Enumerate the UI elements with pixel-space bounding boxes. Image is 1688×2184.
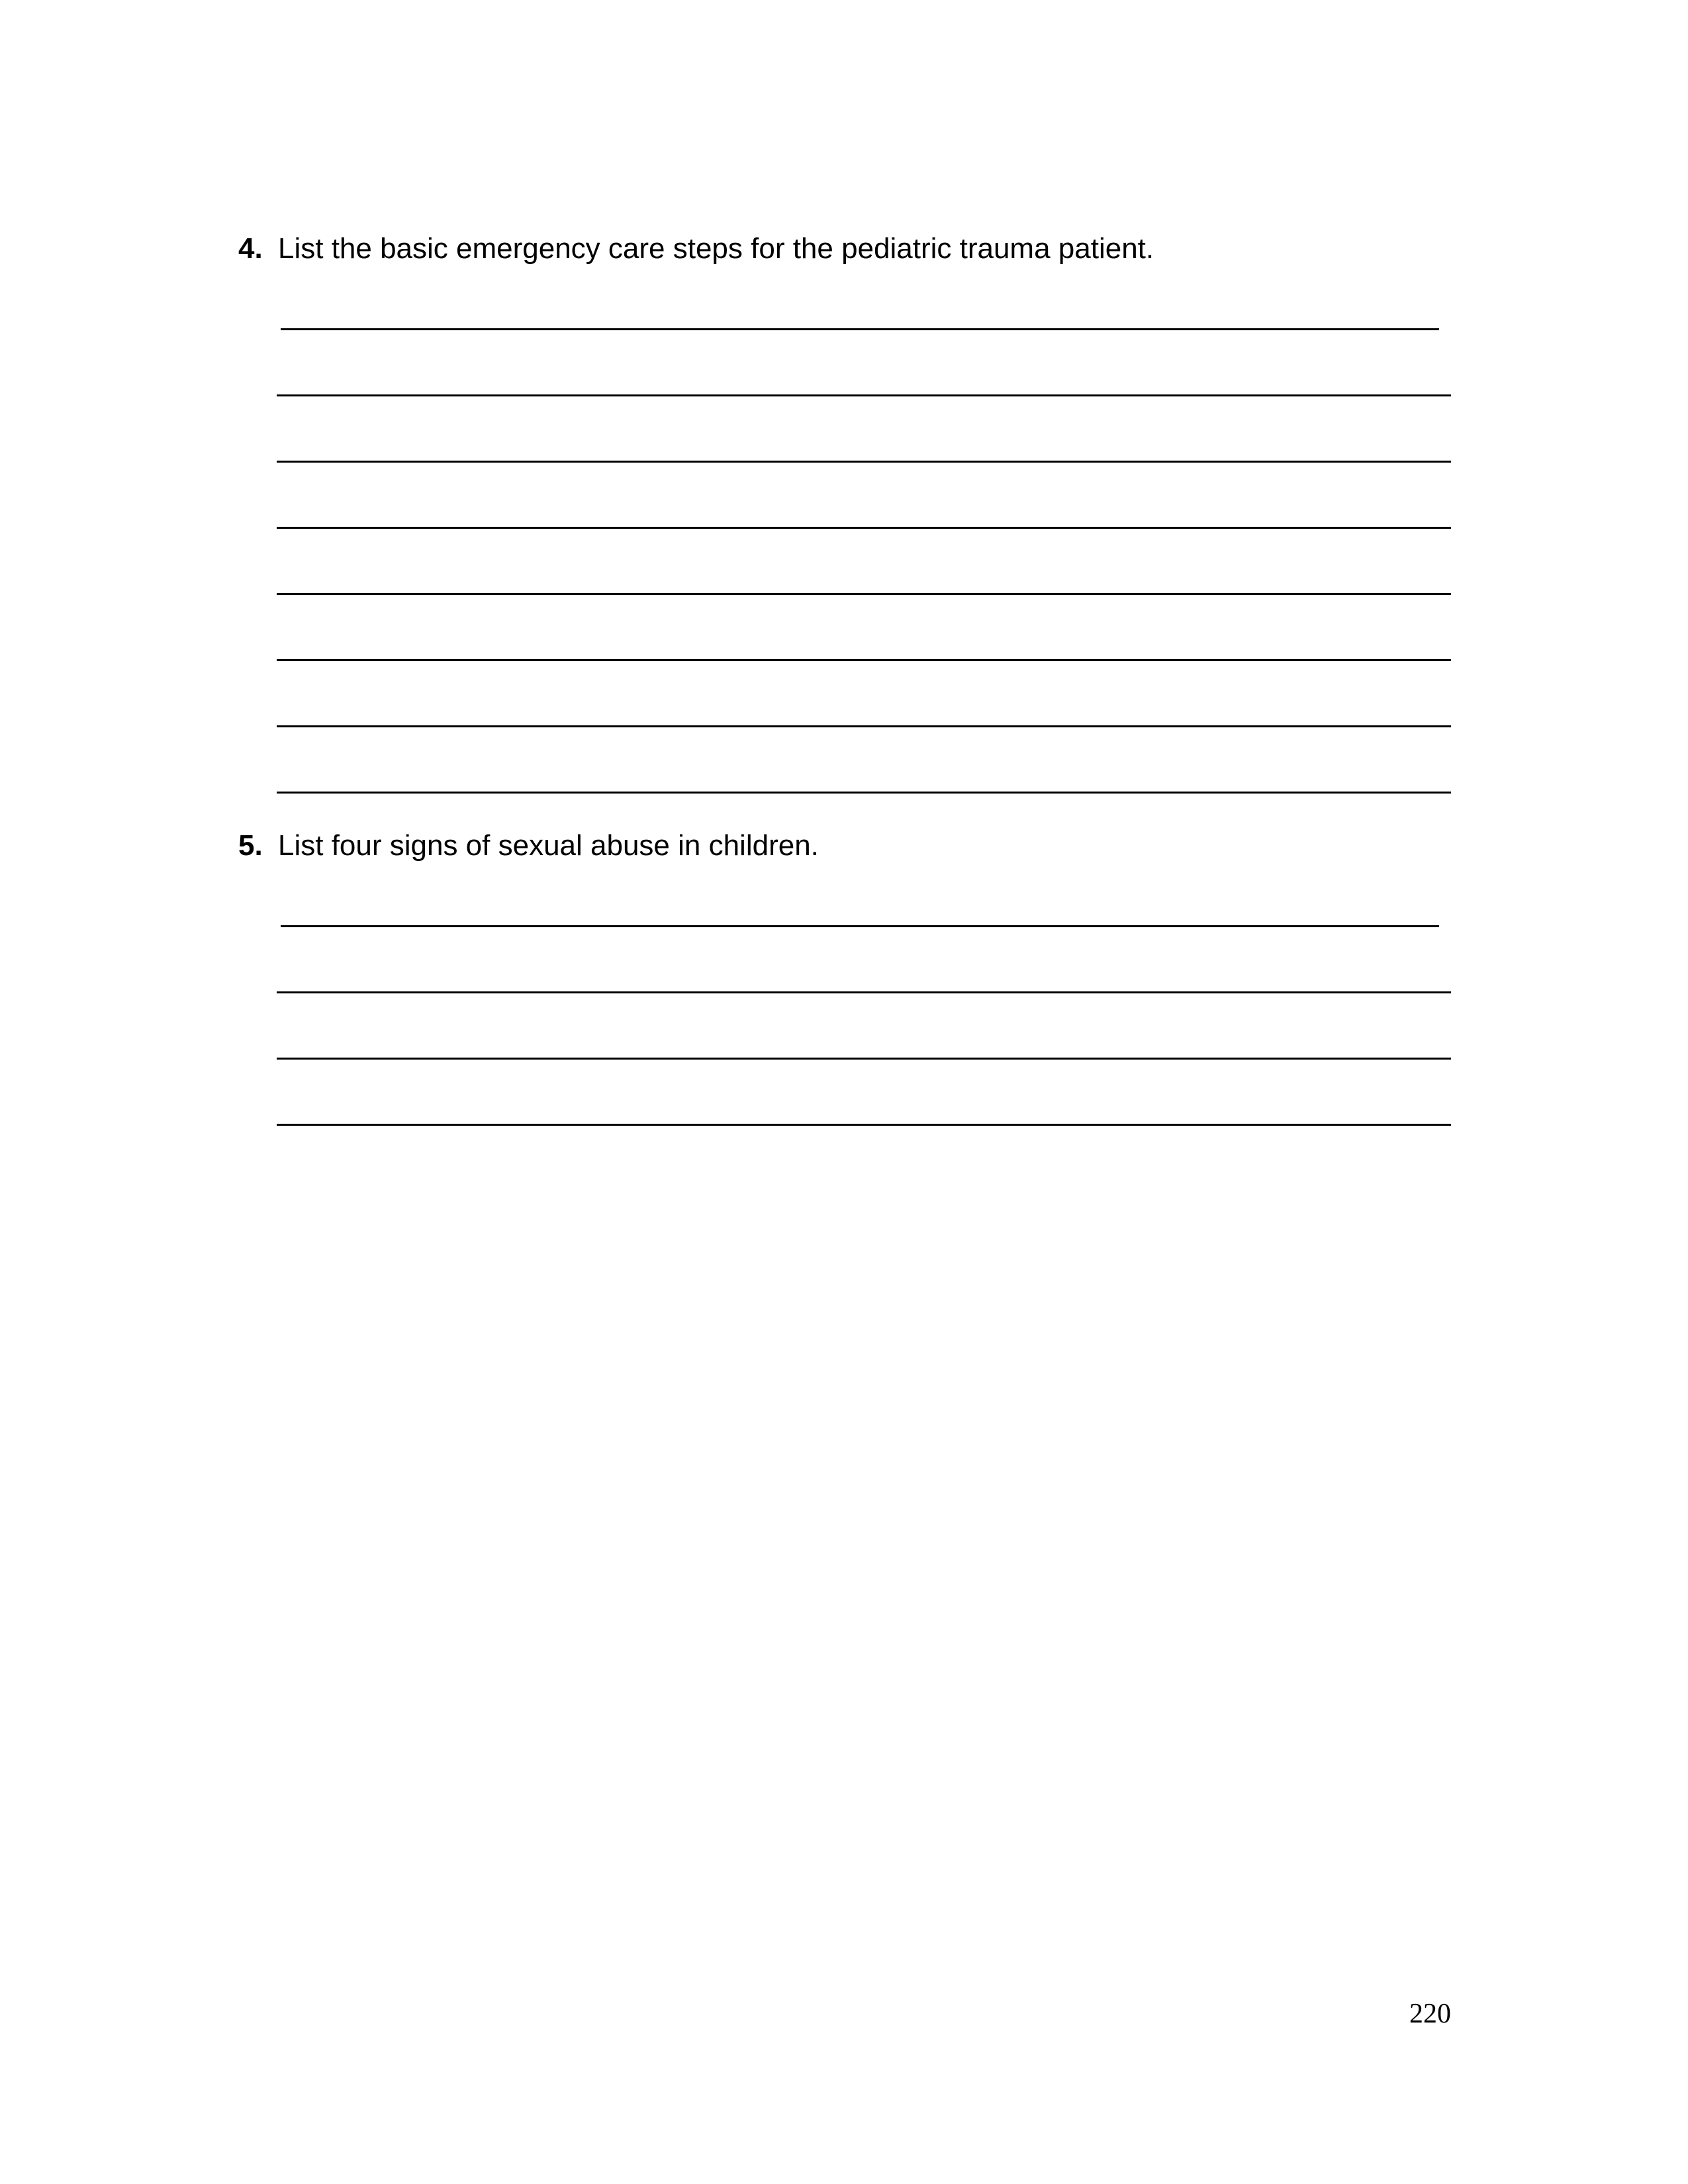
- answer-line: [277, 1058, 1451, 1060]
- answer-line: [277, 659, 1451, 661]
- answer-line: [277, 593, 1451, 595]
- page-number: 220: [1409, 1999, 1451, 2029]
- answer-line: [277, 792, 1451, 794]
- answer-line: [277, 394, 1451, 396]
- answer-line: [281, 328, 1439, 330]
- question-text: List the basic emergency care steps for the pediatric trauma patient.: [278, 232, 1154, 265]
- question-number: 5.: [238, 829, 263, 862]
- answer-line: [277, 725, 1451, 727]
- question-4: [238, 229, 1154, 269]
- question-number: 4.: [238, 232, 263, 265]
- question-5: [238, 826, 819, 866]
- answer-line: [277, 527, 1451, 529]
- answer-line: [277, 991, 1451, 993]
- answer-line: [281, 925, 1439, 927]
- question-text: List four signs of sexual abuse in children.: [278, 829, 819, 862]
- answer-line: [277, 461, 1451, 463]
- answer-line: [277, 1124, 1451, 1126]
